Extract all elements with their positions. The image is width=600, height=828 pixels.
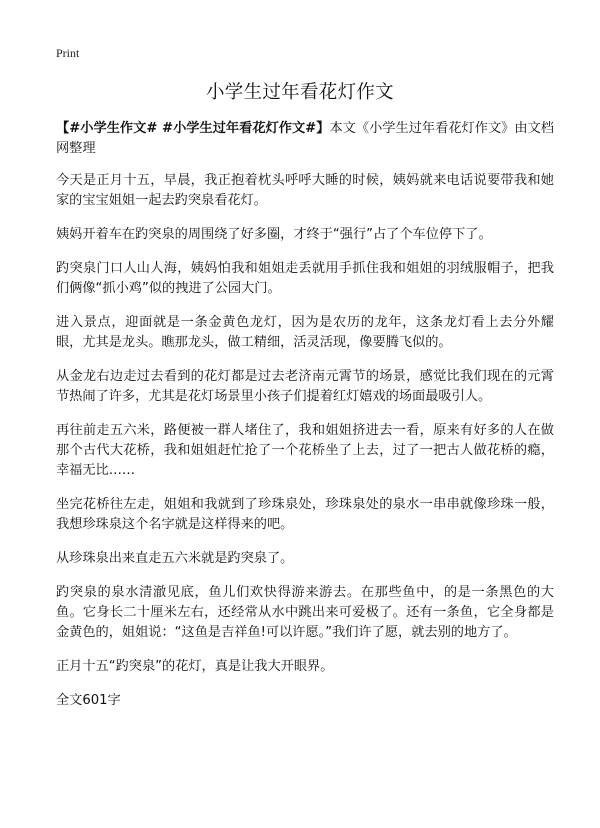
paragraph: 姨妈开着车在趵突泉的周围绕了好多圈，才终于“强行”占了个车位停下了。 (56, 227, 492, 242)
paragraph: 坐完花桥往左走，姐姐和我就到了珍珠泉处，珍珠泉处的泉水一串串就像珍珠一般，我想珍珠泉这个名字就是这样得来的吧。 (56, 497, 554, 532)
paragraph: 今天是正月十五，早晨，我正抱着枕头呼呼大睡的时候，姨妈就来电话说要带我和她家的宝宝姐姐一起去趵突泉看花灯。 (56, 173, 554, 208)
article-source: 本文《小学生过年看花灯作文》由文档网整理 (56, 121, 554, 156)
paragraph: 进入景点，迎面就是一条金黄色龙灯，因为是农历的龙年，这条龙灯看上去分外耀眼，尤其是龙头。瞧那龙头，做工精细，活灵活现，像要腾飞似的。 (56, 315, 554, 350)
article-intro (56, 119, 554, 159)
paragraph: 趵突泉门口人山人海，姨妈怕我和姐姐走丢就用手抓住我和姐姐的羽绒服帽子，把我们俩像“抓小鸡”似的拽进了公园大门。 (56, 261, 554, 296)
page-title: 小学生过年看花灯作文 (205, 82, 394, 103)
paragraph: 再往前走五六米，路便被一群人堵住了，我和姐姐挤进去一看，原来有好多的人在做那个古代大花桥，我和姐姐赶忙抢了一个花桥坐了上去，过了一把古人做花桥的瘾，幸福无比…… (56, 423, 554, 478)
article-tags: 【#小学生作文# #小学生过年看花灯作文#】 (56, 121, 330, 136)
paragraph: 从金龙右边走过去看到的花灯都是过去老济南元霄节的场景，感觉比我们现在的元霄节热闹了许多，尤其是花灯场景里小孩子们提着红灯嬉戏的场面最吸引人。 (56, 369, 554, 404)
paragraph: 从珍珠泉出来直走五六米就是趵突泉了。 (56, 551, 294, 566)
word-count: 全文601字 (56, 693, 121, 708)
paragraph: 趵突泉的泉水清澈见底，鱼儿们欢快得游来游去。在那些鱼中，的是一条黑色的大鱼。它身长二十厘米左右，还经常从水中跳出来可爱极了。还有一条鱼，它全身都是金黄色的，姐姐说：“这鱼是吉祥鱼!可以许愿。”我们许了愿，就去别的地方了。 (56, 585, 554, 640)
print-link[interactable]: Print (56, 46, 80, 60)
paragraph: 正月十五“趵突泉”的花灯，真是让我大开眼界。 (56, 659, 334, 674)
article-body (56, 119, 554, 725)
